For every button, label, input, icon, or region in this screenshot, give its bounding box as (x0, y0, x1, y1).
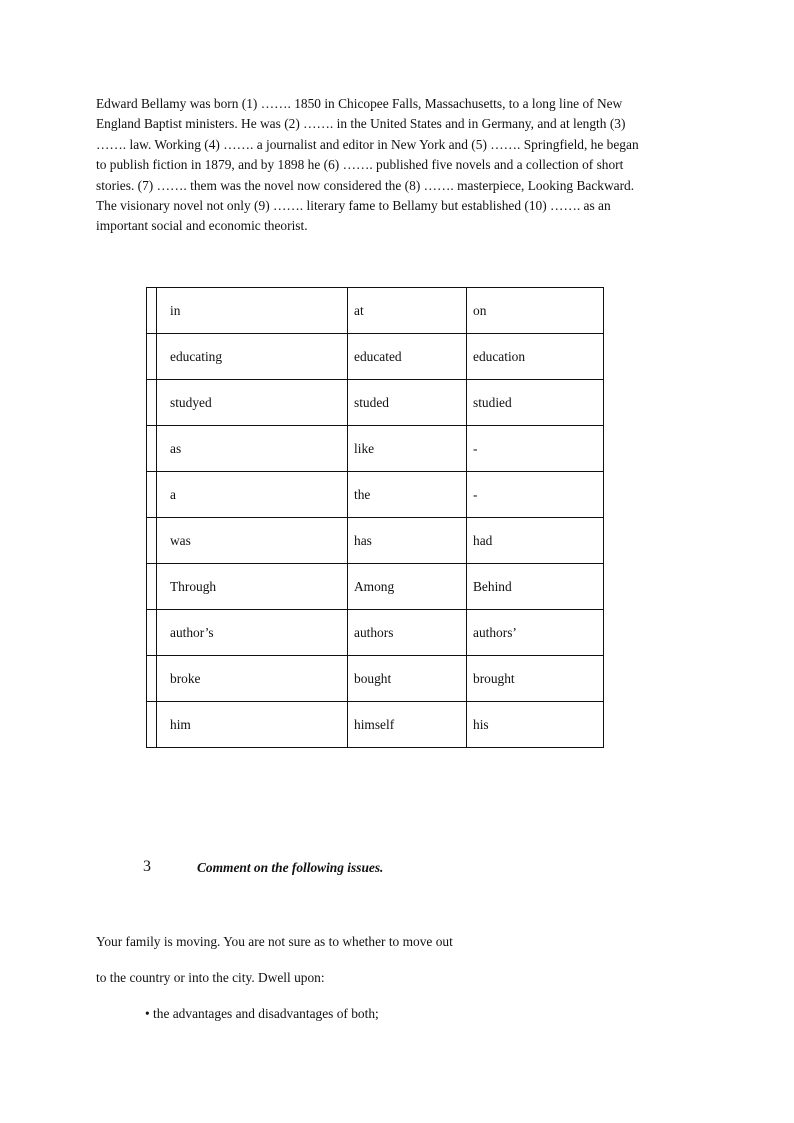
row-number-cell (147, 702, 157, 748)
option-c-cell: had (467, 518, 604, 564)
row-number-cell (147, 472, 157, 518)
option-b-cell: the (348, 472, 467, 518)
section-title: Comment on the following issues. (197, 860, 384, 875)
passage-line-7: important social and economic theorist. (96, 218, 308, 234)
section-number: 3 (143, 858, 151, 875)
prompt-line-2: to the country or into the city. Dwell upon: (96, 970, 325, 985)
option-b-cell: authors (348, 610, 467, 656)
row-number-cell (147, 334, 157, 380)
option-c-cell: Behind (467, 564, 604, 610)
option-a-cell: him (157, 702, 348, 748)
option-b-cell: has (348, 518, 467, 564)
table-row (147, 702, 604, 748)
passage-line-6: The visionary novel not only (9) ……. literary fame to Bellamy but established (10) ……. as an (96, 198, 611, 214)
passage-line-3: ……. law. Working (4) ……. a journalist and editor in New York and (5) ……. Springfield, he began (96, 136, 639, 152)
answer-options-table (146, 287, 604, 748)
option-b-cell: studed (348, 380, 467, 426)
row-number-cell (147, 564, 157, 610)
option-b-cell: educated (348, 334, 467, 380)
option-c-cell: education (467, 334, 604, 380)
option-b-cell: like (348, 426, 467, 472)
option-b-cell: bought (348, 656, 467, 702)
option-c-cell: his (467, 702, 604, 748)
table-row (147, 564, 604, 610)
option-a-cell: a (157, 472, 348, 518)
option-c-cell: on (467, 288, 604, 334)
passage-line-2: England Baptist ministers. He was (2) ……. in the United States and in Germany, and at length (3) (96, 116, 626, 132)
option-c-cell: - (467, 472, 604, 518)
row-number-cell (147, 380, 157, 426)
bullet-item: • the advantages and disadvantages of both; (145, 1006, 379, 1021)
table-row (147, 610, 604, 656)
option-c-cell: brought (467, 656, 604, 702)
row-number-cell (147, 656, 157, 702)
option-c-cell: studied (467, 380, 604, 426)
row-number-cell (147, 610, 157, 656)
option-c-cell: - (467, 426, 604, 472)
table-row (147, 334, 604, 380)
passage-line-5: stories. (7) ……. them was the novel now considered the (8) ……. masterpiece, Looking Backward. (96, 177, 635, 193)
prompt-line-1: Your family is moving. You are not sure as to whether to move out (96, 934, 453, 949)
table-row (147, 426, 604, 472)
table-row (147, 380, 604, 426)
option-b-cell: Among (348, 564, 467, 610)
passage-line-4: to publish fiction in 1879, and by 1898 he (6) ……. published five novels and a collection of short (96, 157, 624, 173)
option-a-cell: as (157, 426, 348, 472)
row-number-cell (147, 518, 157, 564)
option-a-cell: in (157, 288, 348, 334)
table-row (147, 472, 604, 518)
row-number-cell (147, 426, 157, 472)
option-a-cell: broke (157, 656, 348, 702)
passage-line-1: Edward Bellamy was born (1) ……. 1850 in Chicopee Falls, Massachusetts, to a long line of New (96, 96, 623, 111)
table-row (147, 518, 604, 564)
option-c-cell: authors’ (467, 610, 604, 656)
reading-passage (96, 94, 706, 237)
table-row (147, 656, 604, 702)
option-a-cell: author’s (157, 610, 348, 656)
option-a-cell: was (157, 518, 348, 564)
table-row (147, 288, 604, 334)
row-number-cell (147, 288, 157, 334)
option-a-cell: Through (157, 564, 348, 610)
option-b-cell: at (348, 288, 467, 334)
option-a-cell: studyed (157, 380, 348, 426)
option-a-cell: educating (157, 334, 348, 380)
option-b-cell: himself (348, 702, 467, 748)
